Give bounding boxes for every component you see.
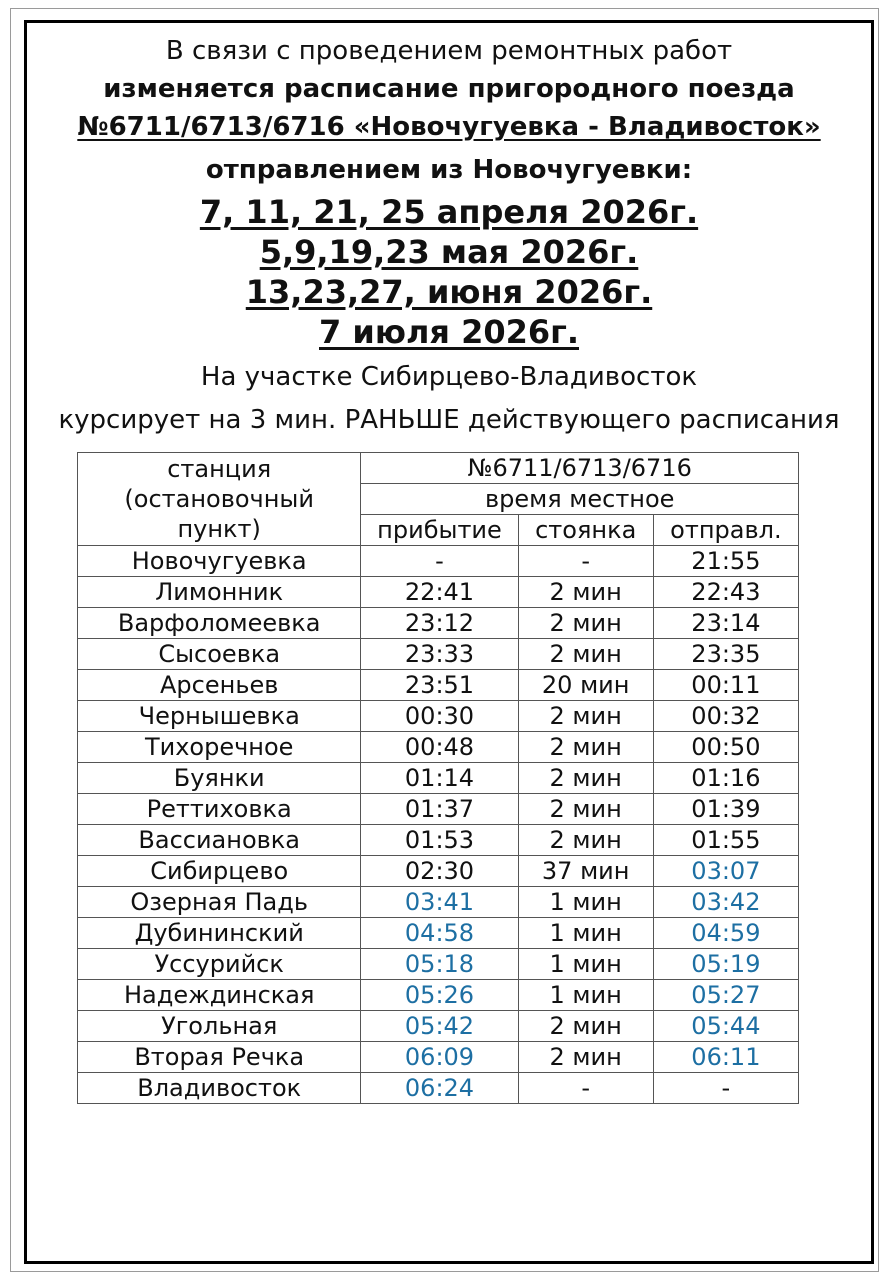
table-row — [78, 980, 799, 1011]
table-row — [78, 825, 799, 856]
table-row — [78, 887, 799, 918]
table-row — [78, 918, 799, 949]
departure-cell: 05:19 — [653, 949, 798, 980]
arrival-cell: - — [361, 546, 518, 577]
table-row — [78, 949, 799, 980]
table-row — [78, 546, 799, 577]
stop-cell: 2 мин — [518, 701, 653, 732]
arrival-cell: 00:30 — [361, 701, 518, 732]
arrival-cell: 05:18 — [361, 949, 518, 980]
station-cell: Озерная Падь — [78, 887, 361, 918]
departure-cell: 23:14 — [653, 608, 798, 639]
arrival-cell: 05:42 — [361, 1011, 518, 1042]
station-cell: Сибирцево — [78, 856, 361, 887]
arrival-cell: 05:26 — [361, 980, 518, 1011]
station-cell: Реттиховка — [78, 794, 361, 825]
station-cell: Надеждинская — [78, 980, 361, 1011]
arrival-cell: 22:41 — [361, 577, 518, 608]
arrival-cell: 00:48 — [361, 732, 518, 763]
notice-date-may: 5,9,19,23 мая 2026г. — [259, 233, 639, 271]
station-cell: Сысоевка — [78, 639, 361, 670]
station-column-header — [78, 453, 361, 546]
notice-line-train: №6711/6713/6716 «Новочугуевка - Владивосток» — [77, 112, 821, 142]
stop-cell: 2 мин — [518, 608, 653, 639]
arrival-cell: 04:58 — [361, 918, 518, 949]
departure-cell: 03:07 — [653, 856, 798, 887]
table-row — [78, 1042, 799, 1073]
stop-cell: 2 мин — [518, 763, 653, 794]
departure-cell: 01:55 — [653, 825, 798, 856]
departure-cell: 04:59 — [653, 918, 798, 949]
stop-cell: 2 мин — [518, 794, 653, 825]
table-row — [78, 1011, 799, 1042]
notice-header — [27, 32, 871, 442]
stop-cell: 2 мин — [518, 825, 653, 856]
table-row — [78, 856, 799, 887]
station-cell: Уссурийск — [78, 949, 361, 980]
station-cell: Чернышевка — [78, 701, 361, 732]
departure-cell: 06:11 — [653, 1042, 798, 1073]
notice-line-reason: В связи с проведением ремонтных работ — [165, 36, 733, 66]
schedule-body — [78, 546, 799, 1104]
notice-date-april: 7, 11, 21, 25 апреля 2026г. — [199, 193, 699, 231]
arrival-cell: 06:24 — [361, 1073, 518, 1104]
table-row — [78, 794, 799, 825]
table-row — [78, 577, 799, 608]
departure-cell: 21:55 — [653, 546, 798, 577]
departure-cell: 01:16 — [653, 763, 798, 794]
local-time-header: время местное — [361, 484, 799, 515]
stop-cell: 2 мин — [518, 639, 653, 670]
arrival-cell: 06:09 — [361, 1042, 518, 1073]
station-cell: Новочугуевка — [78, 546, 361, 577]
arrival-cell: 03:41 — [361, 887, 518, 918]
stop-cell: 2 мин — [518, 1011, 653, 1042]
table-row — [78, 732, 799, 763]
station-cell: Дубининский — [78, 918, 361, 949]
stop-cell: 1 мин — [518, 949, 653, 980]
stop-cell: 2 мин — [518, 577, 653, 608]
station-header-line: станция — [167, 455, 272, 483]
departure-cell: 05:27 — [653, 980, 798, 1011]
arrival-cell: 01:14 — [361, 763, 518, 794]
arrival-cell: 01:37 — [361, 794, 518, 825]
arrival-cell: 23:33 — [361, 639, 518, 670]
station-cell: Тихоречное — [78, 732, 361, 763]
station-cell: Угольная — [78, 1011, 361, 1042]
table-row — [78, 670, 799, 701]
departure-column-header: отправл. — [653, 515, 798, 546]
stop-cell: - — [518, 546, 653, 577]
station-cell: Арсеньев — [78, 670, 361, 701]
departure-cell: 23:35 — [653, 639, 798, 670]
table-row — [78, 1073, 799, 1104]
station-cell: Вторая Речка — [78, 1042, 361, 1073]
table-row — [78, 701, 799, 732]
departure-cell: 01:39 — [653, 794, 798, 825]
departure-cell: 05:44 — [653, 1011, 798, 1042]
departure-cell: 00:11 — [653, 670, 798, 701]
stop-cell: 2 мин — [518, 732, 653, 763]
departure-cell: - — [653, 1073, 798, 1104]
train-number-header: №6711/6713/6716 — [361, 453, 799, 484]
station-header-line: пункт) — [177, 515, 261, 543]
station-header-line: (остановочный — [124, 485, 314, 513]
stop-cell: 20 мин — [518, 670, 653, 701]
station-cell: Вассиановка — [78, 825, 361, 856]
notice-line-departure: отправлением из Новочугуевки: — [205, 155, 693, 185]
notice-date-june: 13,23,27, июня 2026г. — [245, 273, 653, 311]
arrival-cell: 23:12 — [361, 608, 518, 639]
stop-cell: - — [518, 1073, 653, 1104]
station-cell: Варфоломеевка — [78, 608, 361, 639]
station-cell: Лимонник — [78, 577, 361, 608]
arrival-column-header: прибытие — [361, 515, 518, 546]
arrival-cell: 23:51 — [361, 670, 518, 701]
schedule-table — [77, 452, 799, 1104]
departure-cell: 00:50 — [653, 732, 798, 763]
notice-date-july: 7 июля 2026г. — [319, 313, 579, 351]
stop-cell: 2 мин — [518, 1042, 653, 1073]
stop-column-header: стоянка — [518, 515, 653, 546]
departure-cell: 22:43 — [653, 577, 798, 608]
stop-cell: 1 мин — [518, 918, 653, 949]
notice-line-section: На участке Сибирцево-Владивосток — [200, 362, 698, 392]
departure-cell: 03:42 — [653, 887, 798, 918]
station-cell: Буянки — [78, 763, 361, 794]
station-cell: Владивосток — [78, 1073, 361, 1104]
table-row — [78, 763, 799, 794]
stop-cell: 1 мин — [518, 980, 653, 1011]
notice-line-change: изменяется расписание пригородного поезда — [103, 74, 795, 104]
table-row — [78, 608, 799, 639]
notice-line-earlier: курсирует на 3 мин. РАНЬШЕ действующего расписания — [58, 405, 840, 435]
arrival-cell: 02:30 — [361, 856, 518, 887]
departure-cell: 00:32 — [653, 701, 798, 732]
table-row — [78, 639, 799, 670]
stop-cell: 37 мин — [518, 856, 653, 887]
arrival-cell: 01:53 — [361, 825, 518, 856]
stop-cell: 1 мин — [518, 887, 653, 918]
